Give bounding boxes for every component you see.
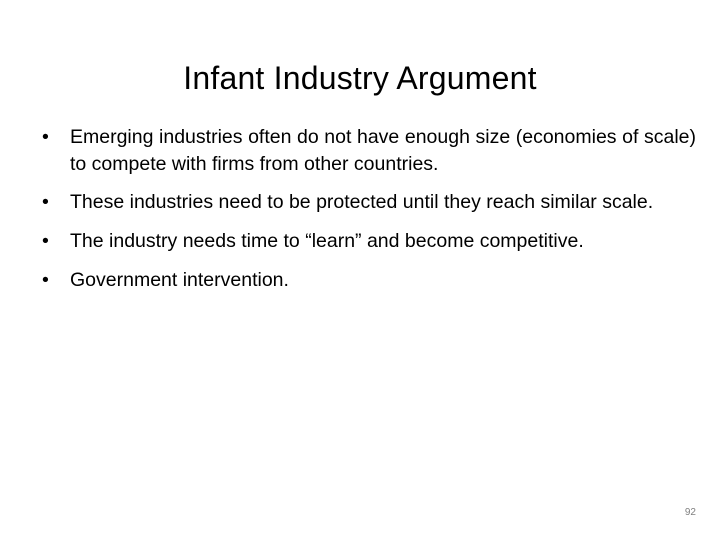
page-number: 92 [684,507,696,518]
list-item [36,124,696,177]
bullet-icon: • [42,191,49,214]
bullet-icon: • [42,126,49,148]
bullet-icon: • [42,230,49,253]
list-item [36,267,696,294]
list-item [36,189,696,216]
bullet-icon: • [42,268,49,291]
list-item-text: The industry needs time to “learn” and become competitive. [70,230,584,253]
list-item-text: Emerging industries often do not have enough size (economies of scale) to compete with firms from other countries. [70,126,696,175]
list-item-text: These industries need to be protected until they reach similar scale. [70,191,654,214]
bullet-list [36,124,696,294]
list-item-text: Government intervention. [70,268,289,291]
list-item [36,228,696,255]
page-title: Infant Industry Argument [183,60,537,97]
